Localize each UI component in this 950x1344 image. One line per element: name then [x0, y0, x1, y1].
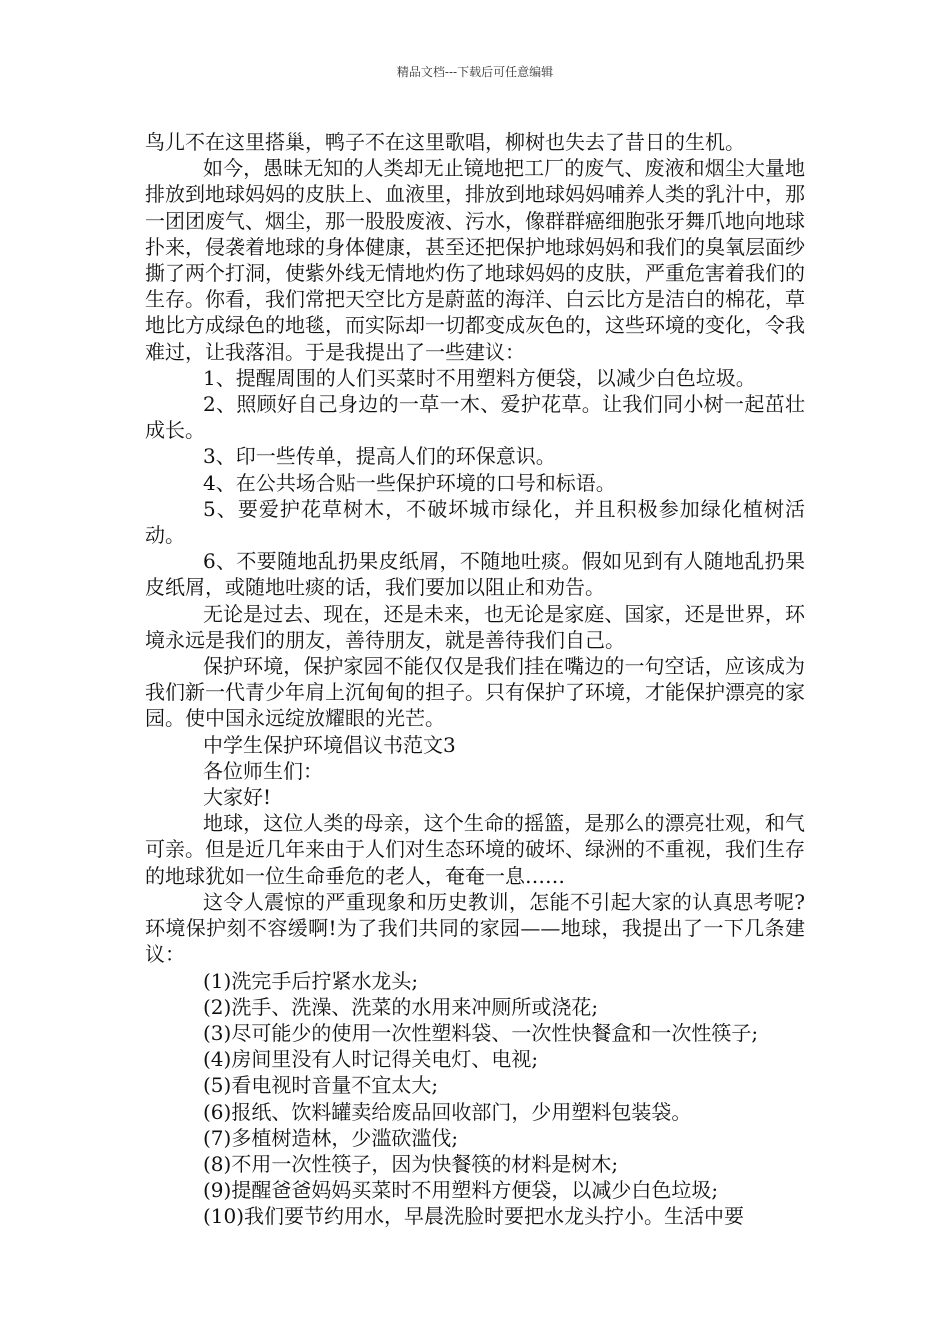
list-item: (10)我们要节约用水，早晨洗脸时要把水龙头拧小。生活中要: [203, 1204, 745, 1229]
page-header: 精品文档---下载后可任意编辑: [396, 65, 554, 79]
paragraph: 地球，这位人类的母亲，这个生命的摇篮，是那么的漂亮壮观，和气可亲。但是近几年来由于人们对生态环境的破坏、绿洲的不重视，我们生存的地球犹如一位生命垂危的老人，奄奄一息……: [145, 811, 805, 888]
list-item: (5)看电视时音量不宜太大;: [203, 1073, 439, 1098]
paragraph: 鸟儿不在这里搭巢，鸭子不在这里歌唱，柳树也失去了昔日的生机。: [145, 130, 745, 154]
document-body: [145, 129, 805, 1230]
list-item: 2、照顾好自己身边的一草一木、爱护花草。让我们同小树一起茁壮成长。: [145, 392, 805, 443]
list-item: (1)洗完手后拧紧水龙头;: [203, 968, 419, 993]
list-item: 1、提醒周围的人们买菜时不用塑料方便袋，以减少白色垃圾。: [203, 365, 756, 390]
list-item: 3、印一些传单，提高人们的环保意识。: [203, 444, 556, 469]
list-item: (9)提醒爸爸妈妈买菜时不用塑料方便袋，以减少白色垃圾;: [203, 1178, 719, 1203]
list-item: (4)房间里没有人时记得关电灯、电视;: [203, 1047, 539, 1072]
list-item: (6)报纸、饮料罐卖给废品回收部门，少用塑料包装袋。: [203, 1099, 692, 1124]
list-item: (7)多植树造林，少滥砍滥伐;: [203, 1125, 459, 1150]
list-item: (8)不用一次性筷子，因为快餐筷的材料是树木;: [203, 1151, 619, 1176]
paragraph: 无论是过去、现在，还是未来，也无论是家庭、国家，还是世界，环境永远是我们的朋友，善待朋友，就是善待我们自己。: [145, 601, 805, 652]
list-item: 5、要爱护花草树木，不破坏城市绿化，并且积极参加绿化植树活动。: [145, 496, 805, 548]
list-item: (2)洗手、洗澡、洗菜的水用来冲厕所或浇花;: [203, 994, 599, 1019]
section-title: 中学生保护环境倡议书范文3: [203, 732, 456, 757]
list-item: (3)尽可能少的使用一次性塑料袋、一次性快餐盒和一次性筷子;: [203, 1020, 759, 1045]
greeting: 大家好!: [203, 785, 272, 810]
paragraph: 这令人震惊的严重现象和历史教训，怎能不引起大家的认真思考呢?环境保护刻不容缓啊!为了我们共同的家园——地球，我提出了一下几条建议：: [145, 889, 805, 967]
salutation: 各位师生们：: [203, 758, 323, 783]
list-item: 4、在公共场合贴一些保护环境的口号和标语。: [203, 470, 616, 495]
list-item: 6、不要随地乱扔果皮纸屑，不随地吐痰。假如见到有人随地乱扔果皮纸屑，或随地吐痰的话，我们要加以阻止和劝告。: [145, 549, 805, 600]
paragraph: 如今，愚昧无知的人类却无止镜地把工厂的废气、废液和烟尘大量地排放到地球妈妈的皮肤上、血液里，排放到地球妈妈哺养人类的乳汁中，那一团团废气、烟尘，那一股股废液、污水，像群群癌细胞张牙舞爪地向地球扑来，侵袭着地球的身体健康，甚至还把保护地球妈妈和我们的臭氧层面纱撕了两个打洞，使紫外线无情地灼伤了地球妈妈的皮肤，严重危害着我们的生存。你看，我们常把天空比方是蔚蓝的海洋、白云比方是洁白的棉花，草地比方成绿色的地毯，而实际却一切都变成灰色的，这些环境的变化，令我难过，让我落泪。于是我提出了一些建议：: [145, 156, 805, 364]
paragraph: 保护环境，保护家园不能仅仅是我们挂在嘴边的一句空话，应该成为我们新一代青少年肩上沉甸甸的担子。只有保护了环境，才能保护漂亮的家园。使中国永远绽放耀眼的光芒。: [145, 654, 805, 731]
